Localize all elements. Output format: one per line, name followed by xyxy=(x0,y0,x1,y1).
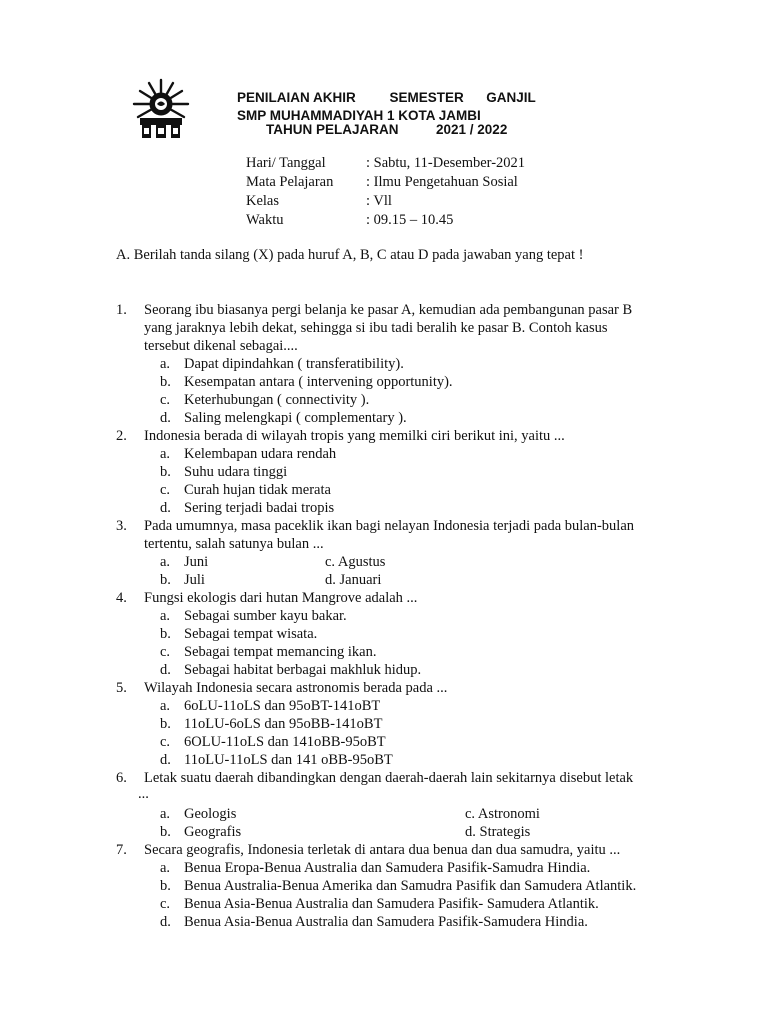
option-letter[interactable]: c. xyxy=(160,896,171,912)
option-letter[interactable]: c. xyxy=(160,644,171,660)
info-key: Hari/ Tanggal xyxy=(246,155,326,171)
option-text: Benua Asia-Benua Australia dan Samudera Pasifik- Samudera Atlantik. xyxy=(184,896,599,912)
info-value: : Sabtu, 11-Desember-2021 xyxy=(366,155,526,171)
question-number: 1. xyxy=(116,302,127,318)
option-text: Juni xyxy=(184,554,209,570)
option-text: Sering terjadi badai tropis xyxy=(184,500,335,516)
option-text: Geografis xyxy=(184,824,242,840)
option-text: Benua Asia-Benua Australia dan Samudera Pasifik-Samudera Hindia. xyxy=(184,914,588,930)
option-letter[interactable]: a. xyxy=(160,698,171,714)
question-text: tersebut dikenal sebagai.... xyxy=(144,338,298,354)
option-text: Sebagai tempat memancing ikan. xyxy=(184,644,377,660)
option-letter[interactable]: d. xyxy=(160,752,171,768)
exam-title: PENILAIAN AKHIR SEMESTER GANJIL xyxy=(237,90,536,105)
option-text: Dapat dipindahkan ( transferatibility). xyxy=(184,356,404,372)
question-text: tertentu, salah satunya bulan ... xyxy=(144,536,324,552)
option-letter[interactable]: d. xyxy=(160,410,171,426)
option-letter[interactable]: d. xyxy=(160,662,171,678)
question-number: 7. xyxy=(116,842,127,858)
info-value: : 09.15 – 10.45 xyxy=(366,212,454,228)
question-number: 4. xyxy=(116,590,127,606)
question-number: 3. xyxy=(116,518,127,534)
info-value: : Vll xyxy=(366,193,392,209)
option-letter[interactable]: a. xyxy=(160,806,171,822)
option-text: Sebagai sumber kayu bakar. xyxy=(184,608,347,624)
instruction-text: A. Berilah tanda silang (X) pada huruf A, B, C atau D pada jawaban yang tepat ! xyxy=(116,247,584,263)
option-text-col2[interactable]: c. Agustus xyxy=(325,554,386,570)
option-letter[interactable]: c. xyxy=(160,482,171,498)
muhammadiyah-logo-icon xyxy=(128,78,194,140)
option-text: Curah hujan tidak merata xyxy=(184,482,331,498)
option-letter[interactable]: b. xyxy=(160,626,171,642)
option-letter[interactable]: b. xyxy=(160,878,171,894)
option-letter[interactable]: d. xyxy=(160,914,171,930)
question-number: 6. xyxy=(116,770,127,786)
option-text: Kelembapan udara rendah xyxy=(184,446,337,462)
option-text: Sebagai tempat wisata. xyxy=(184,626,318,642)
option-letter[interactable]: a. xyxy=(160,554,171,570)
option-text: 6OLU-11oLS dan 141oBB-95oBT xyxy=(184,734,386,750)
option-letter[interactable]: a. xyxy=(160,860,171,876)
option-text: Kesempatan antara ( intervening opportunity). xyxy=(184,374,453,390)
option-text: Sebagai habitat berbagai makhluk hidup. xyxy=(184,662,422,678)
question-text: yang jaraknya lebih dekat, sehingga si ibu tadi beralih ke pasar B. Contoh kasus xyxy=(144,320,608,336)
option-text: Geologis xyxy=(184,806,237,822)
option-letter[interactable]: b. xyxy=(160,824,171,840)
question-text: Wilayah Indonesia secara astronomis berada pada ... xyxy=(144,680,448,696)
option-letter[interactable]: a. xyxy=(160,608,171,624)
info-key: Kelas xyxy=(246,193,280,209)
question-text: Letak suatu daerah dibandingkan dengan daerah-daerah lain sekitarnya disebut letak xyxy=(144,770,634,786)
option-letter[interactable]: d. xyxy=(160,500,171,516)
question-text: Seorang ibu biasanya pergi belanja ke pasar A, kemudian ada pembangunan pasar B xyxy=(144,302,633,318)
option-text-col2[interactable]: d. Strategis xyxy=(465,824,531,840)
option-text: Juli xyxy=(184,572,205,588)
option-text: 11oLU-11oLS dan 141 oBB-95oBT xyxy=(184,752,393,768)
option-text: Saling melengkapi ( complementary ). xyxy=(184,410,407,426)
option-text: 11oLU-6oLS dan 95oBB-141oBT xyxy=(184,716,383,732)
option-letter[interactable]: b. xyxy=(160,374,171,390)
option-text: 6oLU-11oLS dan 95oBT-141oBT xyxy=(184,698,381,714)
option-text: Benua Australia-Benua Amerika dan Samudra Pasifik dan Samudera Atlantik. xyxy=(184,878,637,894)
info-value: : Ilmu Pengetahuan Sosial xyxy=(366,174,518,190)
option-text: Suhu udara tinggi xyxy=(184,464,288,480)
question-text: Fungsi ekologis dari hutan Mangrove adalah ... xyxy=(144,590,418,606)
question-text: ... xyxy=(138,786,149,802)
academic-year: TAHUN PELAJARAN 2021 / 2022 xyxy=(266,122,508,137)
option-letter[interactable]: c. xyxy=(160,392,171,408)
option-text: Benua Eropa-Benua Australia dan Samudera Pasifik-Samudra Hindia. xyxy=(184,860,591,876)
option-text-col2[interactable]: d. Januari xyxy=(325,572,382,588)
question-text: Pada umumnya, masa paceklik ikan bagi nelayan Indonesia terjadi pada bulan-bulan xyxy=(144,518,635,534)
option-text-col2[interactable]: c. Astronomi xyxy=(465,806,540,822)
question-text: Indonesia berada di wilayah tropis yang memilki ciri berikut ini, yaitu ... xyxy=(144,428,565,444)
option-letter[interactable]: a. xyxy=(160,356,171,372)
question-text: Secara geografis, Indonesia terletak di antara dua benua dan dua samudra, yaitu ... xyxy=(144,842,621,858)
option-letter[interactable]: b. xyxy=(160,716,171,732)
option-letter[interactable]: b. xyxy=(160,464,171,480)
option-letter[interactable]: a. xyxy=(160,446,171,462)
option-letter[interactable]: c. xyxy=(160,734,171,750)
option-text: Keterhubungan ( connectivity ). xyxy=(184,392,370,408)
question-number: 2. xyxy=(116,428,127,444)
option-letter[interactable]: b. xyxy=(160,572,171,588)
school-name: SMP MUHAMMADIYAH 1 KOTA JAMBI xyxy=(237,108,481,123)
question-number: 5. xyxy=(116,680,127,696)
info-key: Mata Pelajaran xyxy=(246,174,334,190)
info-key: Waktu xyxy=(246,212,284,228)
